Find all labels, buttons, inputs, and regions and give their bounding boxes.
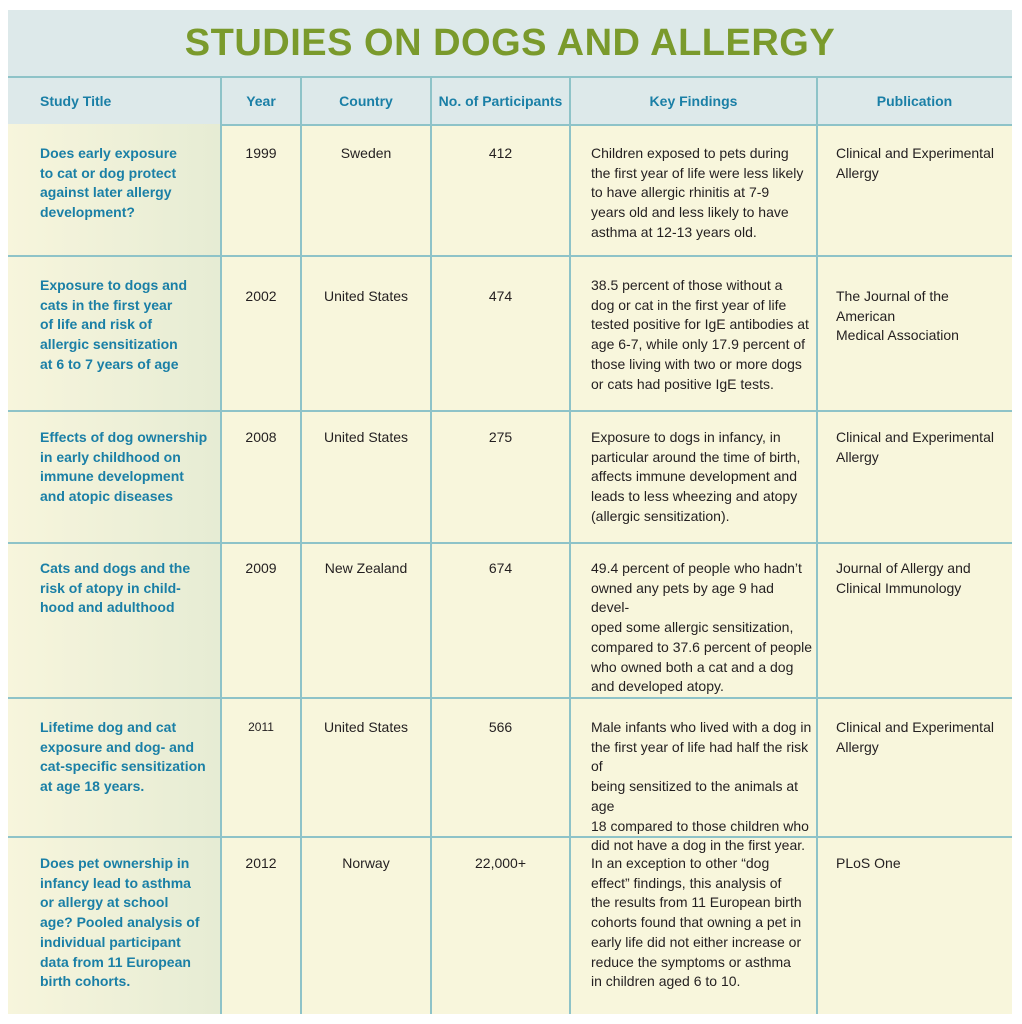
header-year: Year <box>246 93 276 109</box>
row-6-year: 2012 <box>245 855 277 871</box>
row-6-participants: 22,000+ <box>475 855 526 871</box>
header-study-title: Study Title <box>40 93 112 109</box>
row-divider <box>8 255 1012 257</box>
column-divider <box>816 76 818 1014</box>
row-6-country: Norway <box>342 855 390 871</box>
row-5-year: 2011 <box>248 720 274 734</box>
row-1-country: Sweden <box>340 145 392 161</box>
row-2-publication: The Journal of the American Medical Association <box>836 288 959 344</box>
page-title: STUDIES ON DOGS AND ALLERGY <box>184 21 836 64</box>
row-3-country: United States <box>323 429 409 445</box>
row-4-year: 2009 <box>245 560 277 576</box>
row-3-publication: Clinical and Experimental Allergy <box>836 429 994 465</box>
row-5-participants: 566 <box>488 719 513 735</box>
row-4-publication: Journal of Allergy and Clinical Immunology <box>836 560 971 596</box>
row-1-key-findings: Children exposed to pets during the first year of life were less likely to have allergic rhinitis at 7-9 years old and less likely to have asthma at 12-13 years old. <box>591 145 804 240</box>
row-divider <box>8 410 1012 412</box>
allergy-studies-table <box>8 10 1012 1014</box>
row-4-country: New Zealand <box>324 560 408 576</box>
row-5-country: United States <box>323 719 409 735</box>
row-2-key-findings: 38.5 percent of those without a dog or cat in the first year of life tested positive for IgE antibodies at age 6-7, while only 17.9 percent of those living with two or more dogs or cats had positive IgE tests. <box>591 277 809 392</box>
row-divider <box>8 697 1012 699</box>
row-3-year: 2008 <box>245 429 277 445</box>
row-2-participants: 474 <box>488 288 513 304</box>
row-1-participants: 412 <box>488 145 513 161</box>
header-key-findings: Key Findings <box>649 93 738 109</box>
row-2-study-title: Exposure to dogs and cats in the first year of life and risk of allergic sensitization at 6 to 7 years of age <box>40 277 188 372</box>
header-publication: Publication <box>876 93 953 109</box>
header-country: Country <box>339 93 393 109</box>
row-4-key-findings: 49.4 percent of people who hadn’t owned any pets by age 9 had devel- oped some allergic sensitization, compared to 37.6 percent of people who owned both a cat and a dog and developed atopy. <box>591 560 813 695</box>
row-5-study-title: Lifetime dog and cat exposure and dog- and cat-specific sensitization at age 18 years. <box>40 719 206 795</box>
row-4-participants: 674 <box>488 560 513 576</box>
row-3-participants: 275 <box>488 429 513 445</box>
row-5-key-findings: Male infants who lived with a dog in the first year of life had half the risk of being sensitized to the animals at age 18 compared to those children who did not have a dog in the first year. <box>591 719 812 854</box>
row-1-publication: Clinical and Experimental Allergy <box>836 145 994 181</box>
row-5-publication: Clinical and Experimental Allergy <box>836 719 994 755</box>
row-1-year: 1999 <box>245 145 277 161</box>
row-3-study-title: Effects of dog ownership in early childhood on immune development and atopic diseases <box>40 429 208 505</box>
row-3-key-findings: Exposure to dogs in infancy, in particular around the time of birth, affects immune development and leads to less wheezing and atopy (allergic sensitization). <box>591 429 801 524</box>
header-participants: No. of Participants <box>438 93 563 109</box>
row-2-country: United States <box>323 288 409 304</box>
row-4-study-title: Cats and dogs and the risk of atopy in child- hood and adulthood <box>40 560 191 616</box>
row-6-publication: PLoS One <box>836 855 901 871</box>
title-bar <box>8 10 1012 76</box>
table-header-row <box>8 76 1012 126</box>
row-6-study-title: Does pet ownership in infancy lead to asthma or allergy at school age? Pooled analysis of individual participant data from 11 European birth cohorts. <box>40 855 200 990</box>
row-6-key-findings: In an exception to other “dog effect” findings, this analysis of the results from 11 European birth cohorts found that owning a pet in early life did not either increase or reduce the symptoms or asthma in children aged 6 to 10. <box>591 855 802 990</box>
row-1-study-title: Does early exposure to cat or dog protect against later allergy development? <box>40 145 177 221</box>
row-divider <box>8 836 1012 838</box>
row-divider <box>8 542 1012 544</box>
row-2-year: 2002 <box>245 288 277 304</box>
